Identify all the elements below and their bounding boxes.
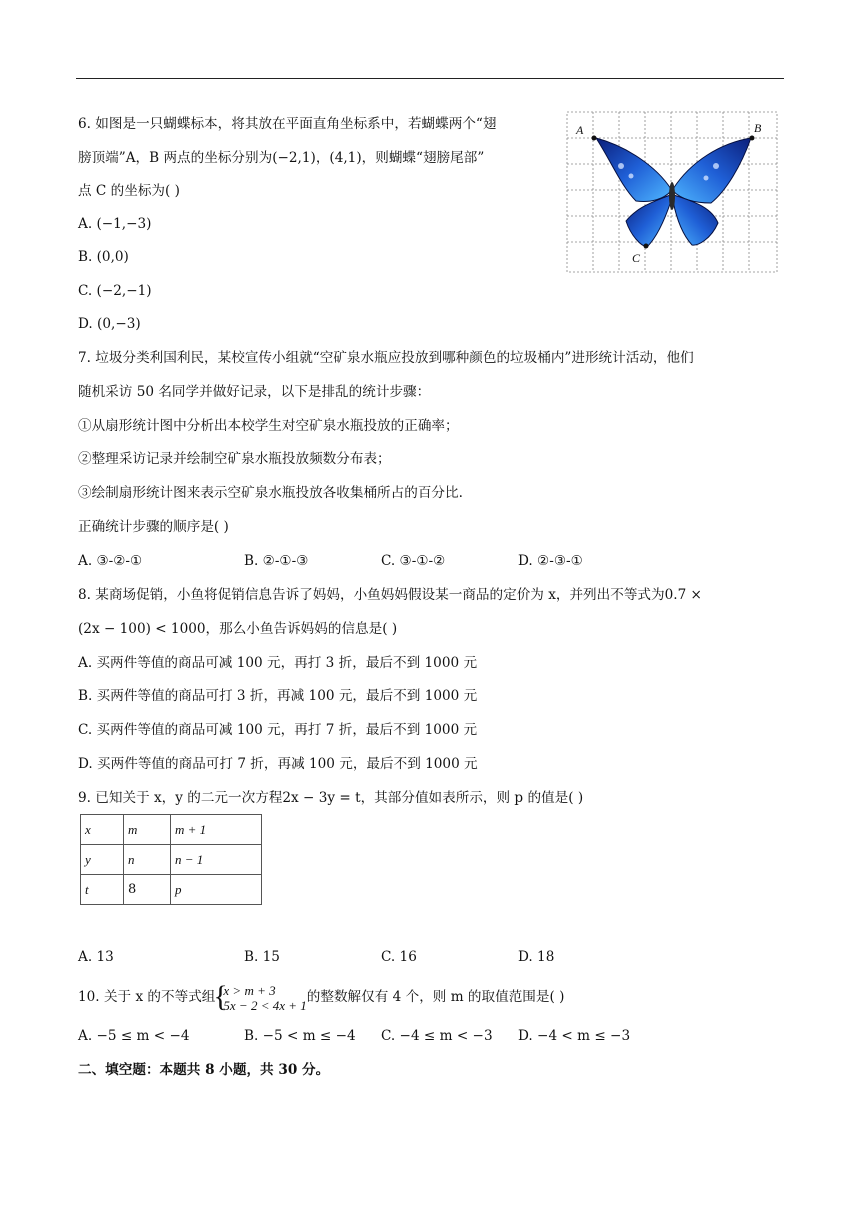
q8-option-c: C. 买两件等值的商品可减 100 元，再打 7 折，最后不到 1000 元 xyxy=(78,722,478,738)
point-b-label: B xyxy=(754,121,762,135)
q10-options xyxy=(78,1026,630,1046)
q7-option-c: C. ③-①-② xyxy=(381,553,446,569)
q10-suffix: 的整数解仅有 4 个，则 m 的取值范围是( ) xyxy=(306,989,565,1005)
q6-line3: 点 C 的坐标为( ) xyxy=(78,183,180,199)
q8-option-d: D. 买两件等值的商品可打 7 折，再减 100 元，最后不到 1000 元 xyxy=(78,756,478,772)
q9-option-b: B. 15 xyxy=(244,949,280,965)
q7-line1: 7. 垃圾分类利国利民，某校宣传小组就“空矿泉水瓶应投放到哪种颜色的垃圾桶内”进形统计活动，他们 xyxy=(78,350,694,366)
q7-step2: ②整理采访记录并绘制空矿泉水瓶投放频数分布表； xyxy=(78,451,391,467)
q6-option-c: C. (−2,−1) xyxy=(78,283,152,299)
q10-option-a: A. −5 ≤ m < −4 xyxy=(78,1028,190,1044)
point-c-label: C xyxy=(632,251,641,265)
q9-option-d: D. 18 xyxy=(518,949,555,965)
q6-option-b: B. (0,0) xyxy=(78,249,129,265)
table-cell: 8 xyxy=(124,875,171,905)
table-cell: n − 1 xyxy=(171,845,262,875)
q10-prefix: 10. 关于 x 的不等式组 xyxy=(78,989,216,1005)
q7-line2: 随机采访 50 名同学并做好记录，以下是排乱的统计步骤： xyxy=(78,384,431,400)
table-cell: m xyxy=(124,815,171,845)
q7-option-d: D. ②-③-① xyxy=(518,553,583,569)
butterfly-left-hindwing xyxy=(626,195,671,247)
q10-line1 xyxy=(78,982,564,1013)
q10-option-d: D. −4 < m ≤ −3 xyxy=(518,1028,631,1044)
header-rule xyxy=(76,78,784,79)
table-cell: m + 1 xyxy=(171,815,262,845)
system-line-2: 5x − 2 < 4x + 1 xyxy=(223,997,307,1013)
point-a-label: A xyxy=(576,123,584,137)
q6-option-a: A. (−1,−3) xyxy=(78,216,152,232)
q7-step3: ③绘制扇形统计图来表示空矿泉水瓶投放各收集桶所占的百分比. xyxy=(78,485,463,501)
q6-line2: 膀顶端”A，B 两点的坐标分别为(−2,1)，(4,1)，则蝴蝶“翅膀尾部” xyxy=(78,150,485,166)
q8-option-b: B. 买两件等值的商品可打 3 折，再减 100 元，最后不到 1000 元 xyxy=(78,688,478,704)
butterfly-right-forewing xyxy=(673,138,751,203)
q7-prompt: 正确统计步骤的顺序是( ) xyxy=(78,519,229,535)
system-line-1: { x > m + 3 xyxy=(223,982,276,998)
q10-option-b: B. −5 < m ≤ −4 xyxy=(244,1028,356,1044)
q9-option-a: A. 13 xyxy=(78,949,114,965)
q9-value-table xyxy=(80,814,262,905)
table-cell: p xyxy=(171,875,262,905)
table-row xyxy=(81,875,262,905)
table-row xyxy=(81,815,262,845)
q7-option-a: A. ③-②-① xyxy=(78,553,143,569)
table-row xyxy=(81,845,262,875)
q7-step1: ①从扇形统计图中分析出本校学生对空矿泉水瓶投放的正确率； xyxy=(78,418,459,434)
table-cell: x xyxy=(81,815,124,845)
butterfly xyxy=(592,136,755,249)
inequality-system xyxy=(215,983,306,1013)
butterfly-body xyxy=(669,182,675,210)
butterfly-left-forewing xyxy=(596,138,671,202)
q8-line2: (2x − 100) < 1000，那么小鱼告诉妈妈的信息是( ) xyxy=(78,621,398,637)
section-heading-fill-blank: 二、填空题：本题共 8 小题，共 30 分。 xyxy=(78,1062,330,1078)
q9-options xyxy=(78,947,554,967)
table-cell: n xyxy=(124,845,171,875)
butterfly-grid-figure xyxy=(566,111,778,273)
q9-option-c: C. 16 xyxy=(381,949,417,965)
q6-option-d: D. (0,−3) xyxy=(78,316,141,332)
q10-option-c: C. −4 ≤ m < −3 xyxy=(381,1028,493,1044)
q7-option-b: B. ②-①-③ xyxy=(244,553,309,569)
q8-line1: 8. 某商场促销，小鱼将促销信息告诉了妈妈，小鱼妈妈假设某一商品的定价为 x，并列出不等式为0.7 × xyxy=(78,587,702,603)
table-cell: t xyxy=(81,875,124,905)
q8-option-a: A. 买两件等值的商品可减 100 元，再打 3 折，最后不到 1000 元 xyxy=(78,655,478,671)
q9-line1: 9. 已知关于 x，y 的二元一次方程2x − 3y = t，其部分值如表所示，则 p 的值是( ) xyxy=(78,790,584,806)
q7-options xyxy=(78,551,583,571)
q6-line1: 6. 如图是一只蝴蝶标本，将其放在平面直角坐标系中，若蝴蝶两个“翅 xyxy=(78,116,497,132)
table-cell: y xyxy=(81,845,124,875)
